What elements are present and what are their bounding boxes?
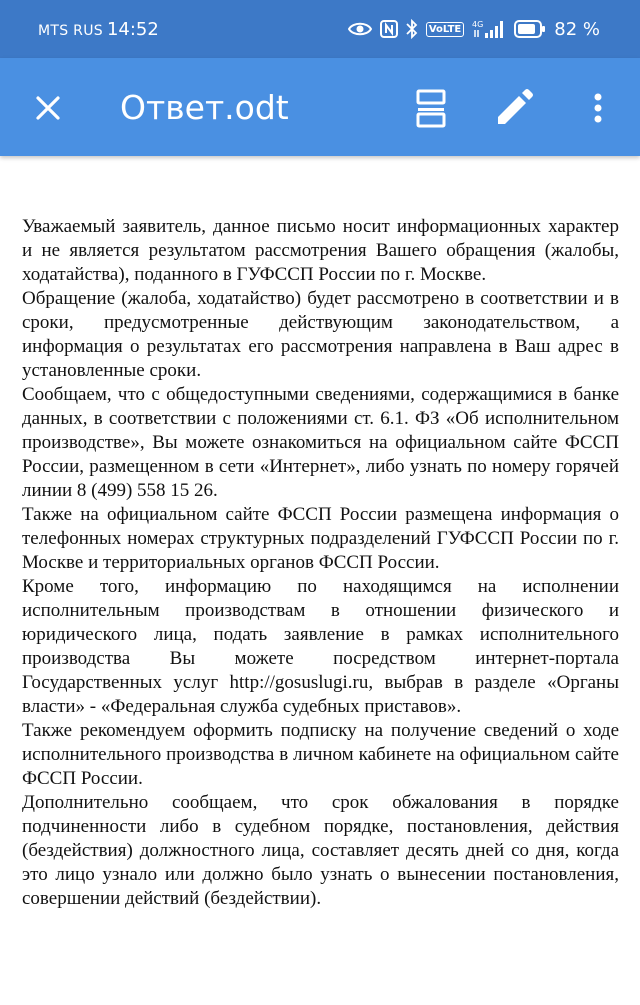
nfc-icon xyxy=(380,20,398,38)
document-paragraph: Также рекомендуем оформить подписку на получение сведений о ходе исполнительного производства в личном кабинете на официальном сайте ФССП России. xyxy=(22,720,619,789)
edit-pencil-icon xyxy=(494,88,534,128)
app-toolbar xyxy=(0,58,640,156)
status-left xyxy=(38,19,159,40)
document-paragraph: Уважаемый заявитель, данное письмо носит информационных характер и не является результатом рассмотрения Вашего обращения (жалобы, ходатайства), поданного в ГУФССП России по г. Москве. xyxy=(22,216,619,285)
more-options-button[interactable] xyxy=(578,88,618,128)
document-paragraph: Дополнительно сообщаем, что срок обжалования в порядке подчиненности либо в судебном порядке, постановления, действия (бездействия) должностного лица, составляет десять дней со дня, когда это лицо узнало или должно было узнать о вынесении постановления, совершении действий (бездействии). xyxy=(22,792,619,909)
network-type-label: 4G xyxy=(472,20,484,29)
carrier-name: MTS RUS xyxy=(38,22,103,39)
status-clock: 14:52 xyxy=(106,18,159,40)
edit-button[interactable] xyxy=(494,88,534,128)
document-paragraph: Сообщаем, что с общедоступными сведениями, содержащимися в банке данных, в соответствии с положениями ст. 6.1. ФЗ «Об исполнительном производстве», Вы можете ознакомиться на официальном сайте ФССП России, размещенном в сети «Интернет», либо узнать по номеру горячей линии 8 (499) 558 15 26. xyxy=(22,384,619,501)
document-title: Ответ.odt xyxy=(120,88,289,127)
more-vert-icon xyxy=(578,88,618,128)
close-button[interactable] xyxy=(30,90,66,126)
volte-icon: VoLTE xyxy=(426,22,464,37)
close-icon xyxy=(30,90,66,126)
document-paragraph: Также на официальном сайте ФССП России размещена информация о телефонных номерах структурных подразделений ГУФССП России по г. Москве и территориальных органов ФССП России. xyxy=(22,504,619,573)
eye-icon xyxy=(348,21,372,37)
reading-mode-button[interactable] xyxy=(411,88,451,128)
signal-icon xyxy=(472,19,506,39)
document-paragraph: Обращение (жалоба, ходатайство) будет рассмотрено в соответствии и в сроки, предусмотренные действующим законодательством, а информация о результатах его рассмотрения направлена в Ваш адрес в установленные сроки. xyxy=(22,288,619,381)
battery-icon xyxy=(514,20,546,38)
battery-percent: 82 % xyxy=(554,18,600,40)
bluetooth-icon xyxy=(406,19,418,39)
reading-mode-icon xyxy=(411,88,451,128)
status-bar xyxy=(0,0,640,58)
document-body xyxy=(22,215,619,911)
document-paragraph: Кроме того, информацию по находящимся на исполнении исполнительным производствам в отношении физического и юридического лица, подать заявление в рамках исполнительного производства Вы можете посредством интернет-портала Государственных услуг http://gosuslugi.ru, выбрав в разделе «Органы власти» - «Федеральная служба судебных приставов». xyxy=(22,576,619,717)
status-right xyxy=(348,19,600,40)
